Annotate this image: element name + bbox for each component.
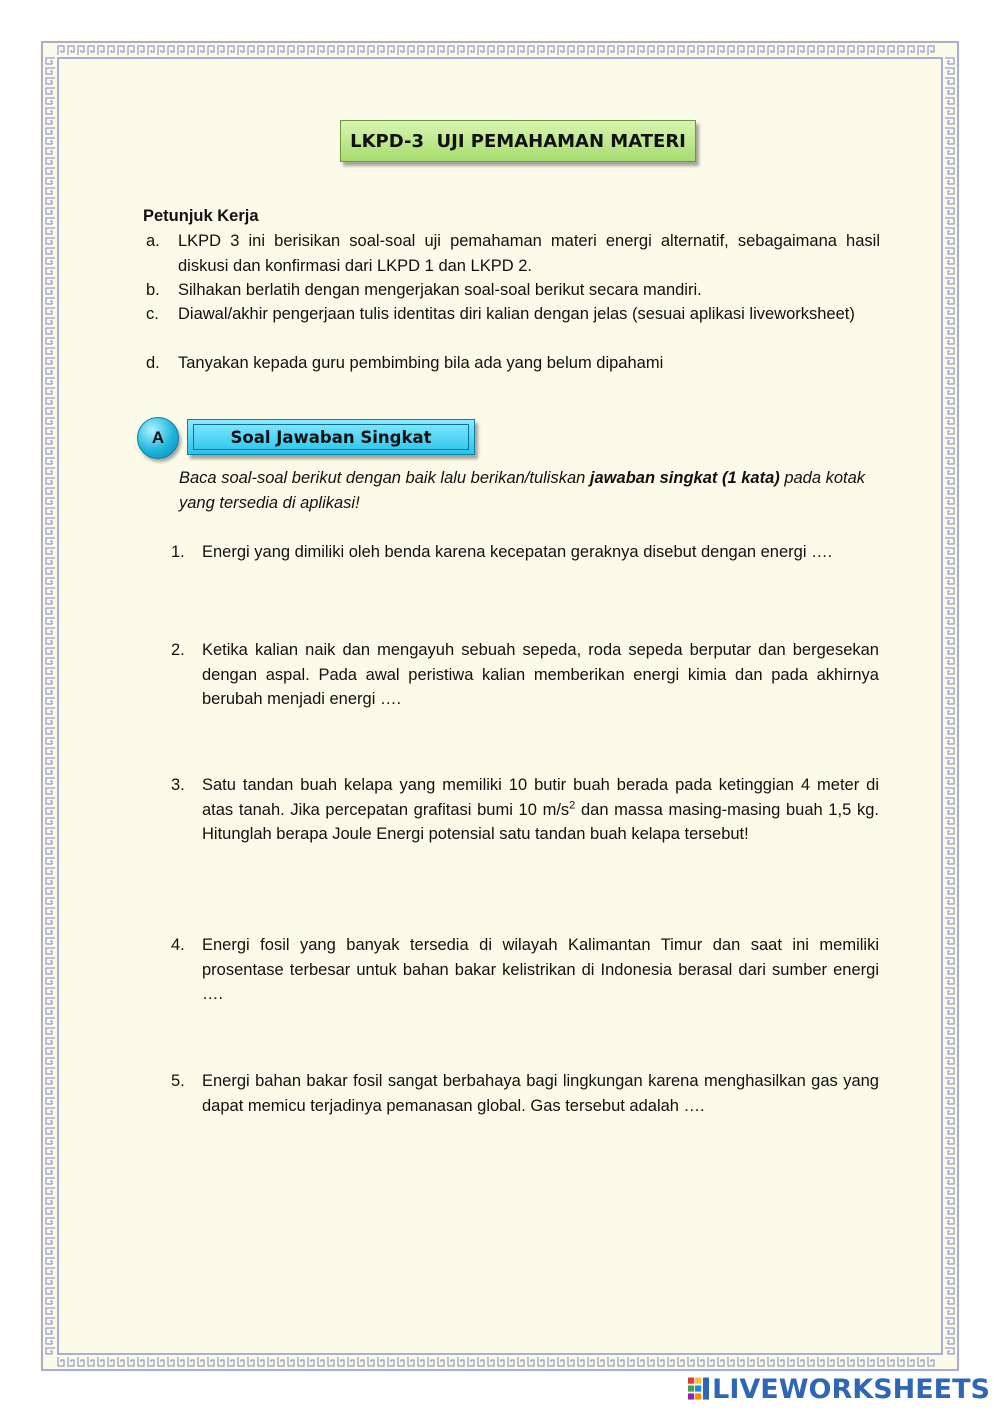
question-item — [171, 638, 879, 712]
question-number: 4. — [171, 936, 185, 954]
section-intro-text-end: pada kotak yang tersedia di aplikasi! — [179, 469, 866, 512]
superscript-exponent: 2 — [569, 799, 576, 811]
question-text: Energi yang dimiliki oleh benda karena kecepatan geraknya disebut dengan energi …. — [202, 543, 833, 561]
instruction-text: Tanyakan kepada guru pembimbing bila ada yang belum dipahami — [178, 354, 664, 372]
instruction-label: d. — [146, 354, 160, 372]
question-number: 5. — [171, 1072, 185, 1090]
question-text-part: Satu tandan buah kelapa yang memiliki 10 butir buah berada pada ketinggian 4 meter di atas tanah. Jika percepatan grafitasi bumi 10 m/s — [202, 776, 879, 819]
live-blocks-icon — [688, 1376, 709, 1402]
liveworksheets-logo[interactable] — [688, 1372, 990, 1406]
question-number: 2. — [171, 641, 185, 659]
instruction-text: Diawal/akhir pengerjaan tulis identitas diri kalian dengan jelas (sesuai aplikasi liveworksheet) — [178, 305, 855, 323]
question-text: Energi fosil yang banyak tersedia di wilayah Kalimantan Timur dan saat ini memiliki prosentase terbesar untuk bahan bakar kelistrikan di Indonesia berasal dari sumber energi …. — [202, 936, 879, 1003]
question-item — [171, 540, 879, 565]
section-banner — [187, 419, 475, 455]
question-text: Energi bahan bakar fosil sangat berbahaya bagi lingkungan karena menghasilkan gas yang dapat memicu terjadinya pemanasan global. Gas tersebut adalah …. — [202, 1072, 879, 1115]
section-intro-text: Baca soal-soal berikut dengan baik lalu berikan/tuliskan — [179, 469, 590, 487]
section-intro-emphasis: jawaban singkat (1 kata) — [589, 469, 780, 487]
instructions-heading: Petunjuk Kerja — [143, 207, 259, 225]
section-badge: A — [137, 417, 179, 459]
instruction-item — [146, 229, 880, 278]
question-number: 1. — [171, 543, 185, 561]
question-item — [171, 773, 879, 847]
question-text — [202, 773, 879, 847]
question-text-part: dan massa masing-masing buah 1,5 kg. Hitunglah berapa Joule Energi potensial satu tandan buah kelapa tersebut! — [202, 800, 879, 843]
instruction-label: c. — [146, 305, 159, 323]
instruction-text: Silhakan berlatih dengan mengerjakan soal-soal berikut secara mandiri. — [178, 281, 702, 299]
section-title: Soal Jawaban Singkat — [230, 427, 432, 447]
instruction-item — [146, 351, 880, 376]
instruction-label: b. — [146, 281, 160, 299]
liveworksheets-brand-text: LIVEWORKSHEETS — [712, 1373, 990, 1405]
question-number: 3. — [171, 776, 185, 794]
section-instructions — [179, 466, 879, 515]
worksheet-title: LKPD-3 UJI PEMAHAMAN MATERI — [340, 120, 696, 162]
instruction-text: LKPD 3 ini berisikan soal-soal uji pemahaman materi energi alternatif, sebagaimana hasil diskusi dan konfirmasi dari LKPD 1 dan LKPD 2. — [178, 232, 880, 275]
instruction-item — [146, 278, 880, 303]
instruction-item — [146, 302, 880, 327]
question-item — [171, 1069, 879, 1118]
question-text: Ketika kalian naik dan mengayuh sebuah sepeda, roda sepeda berputar dan bergesekan dengan aspal. Pada awal peristiwa kalian memberikan energi kimia dan pada akhirnya berubah menjadi energi …. — [202, 641, 879, 708]
question-item — [171, 933, 879, 1007]
instruction-label: a. — [146, 232, 160, 250]
